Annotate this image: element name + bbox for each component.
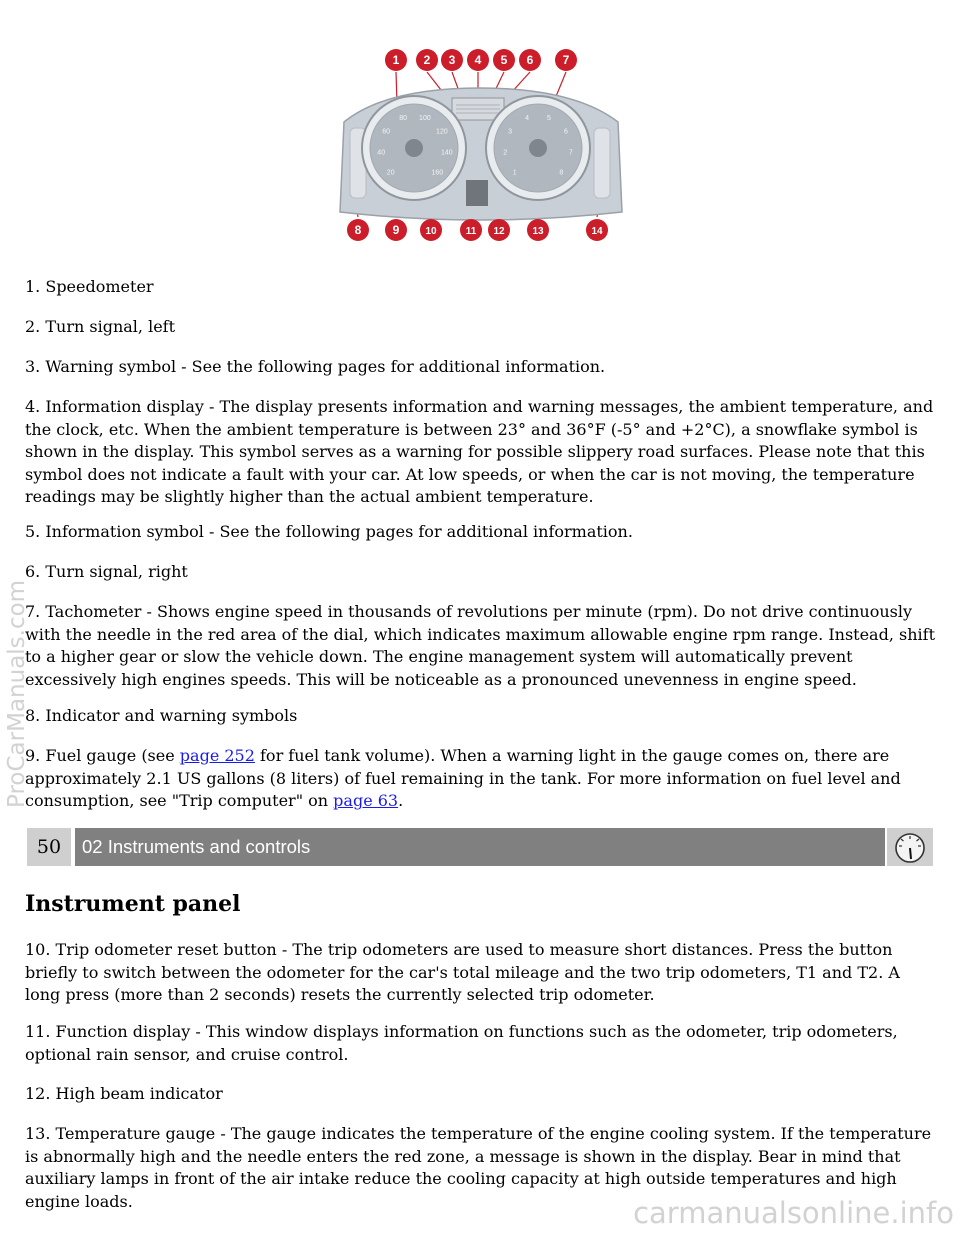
section-header-bar: [27, 828, 933, 866]
item-7-tachometer: 7. Tachometer - Shows engine speed in thousands of revolutions per minute (rpm). Do not drive continuously with the needle in the red area of the dial, which indicates maximum allowable engine rpm range. Instead, shift to a higher gear or slow the vehicle down. The engine management system will automatically prevent excessively high engines speeds. This will be noticeable as a pronounced unevenness in engine speed.: [25, 602, 935, 689]
tachometer-tick-5: 5: [546, 114, 551, 122]
callout-11: [460, 219, 482, 241]
tachometer-tick-2: 2: [503, 149, 508, 157]
page-63-link[interactable]: page 63: [333, 791, 399, 811]
svg-text:10: 10: [425, 226, 437, 237]
callout-4: [467, 49, 489, 71]
callout-9: [385, 219, 407, 241]
callout-1: [385, 49, 407, 71]
svg-text:2: 2: [423, 53, 431, 67]
tachometer-tick-1: 1: [512, 169, 517, 177]
item-9-fuel-gauge: 9. Fuel gauge (see page 252 for fuel tank volume). When a warning light in the gauge comes on, there are approximately 2.1 US gallons (8 liters) of fuel remaining in the tank. For more information on fuel level and consumption, see "Trip computer" on page 63.: [25, 746, 901, 811]
svg-text:5: 5: [500, 53, 508, 67]
svg-text:3: 3: [448, 53, 456, 67]
speedometer-tick-80: 80: [399, 114, 407, 122]
speedometer-tick-20: 20: [386, 169, 395, 177]
item-12-high-beam: 12. High beam indicator: [25, 1084, 223, 1103]
item-2-turn-signal-left: 2. Turn signal, left: [25, 317, 176, 336]
item-1-speedometer: 1. Speedometer: [25, 277, 154, 296]
page-252-link[interactable]: page 252: [179, 746, 255, 765]
item-5-information-symbol: 5. Information symbol - See the following pages for additional information.: [25, 522, 633, 541]
svg-text:14: 14: [591, 226, 603, 237]
callout-5: [493, 49, 515, 71]
callout-12: [488, 219, 510, 241]
item-4-information-display: 4. Information display - The display presents information and warning messages, the ambient temperature, and the clock, etc. When the ambient temperature is between 23° and 36°F (-5° and +2°C), a snowflake symbol is shown in the display. This symbol serves as a warning for possible slippery road surfaces. Please note that this symbol does not indicate a fault with your car. At low speeds, or when the car is not moving, the temperature readings may be slightly higher than the actual ambient temperature.: [25, 397, 934, 507]
callout-6: [519, 49, 541, 71]
item-3-warning-symbol: 3. Warning symbol - See the following pages for additional information.: [25, 357, 606, 376]
chapter-title: 02 Instruments and controls: [75, 828, 885, 866]
item-11-function-display: 11. Function display - This window displays information on functions such as the odometer, trip odometers, optional rain sensor, and cruise control.: [25, 1022, 898, 1064]
svg-text:4: 4: [474, 53, 482, 67]
speedometer-tick-120: 120: [436, 128, 448, 136]
gauge-icon: [887, 828, 933, 866]
speedometer-tick-160: 160: [431, 169, 444, 177]
tachometer-tick-8: 8: [559, 169, 564, 177]
speedometer-tick-100: 100: [419, 114, 431, 122]
callout-8: [347, 219, 369, 241]
item-10-trip-reset: 10. Trip odometer reset button - The trip odometers are used to measure short distances. Press the button briefly to switch between the odometer for the car's total mileage and the two trip odometers, T1 and T2. A long press (more than 2 seconds) resets the currently selected trip odometer.: [25, 940, 900, 1005]
speedometer-tick-60: 60: [382, 128, 390, 136]
speedometer-tick-140: 140: [440, 149, 453, 157]
tachometer-tick-3: 3: [508, 128, 513, 136]
svg-text:11: 11: [465, 226, 477, 237]
svg-text:1: 1: [392, 53, 400, 67]
item-13-temperature-gauge: 13. Temperature gauge - The gauge indicates the temperature of the engine cooling system. If the temperature is abnormally high and the needle enters the red zone, a message is shown in the display. Bear in mind that auxiliary lamps in front of the air intake reduce the cooling capacity at high outside temperatures and high engine loads.: [25, 1124, 932, 1211]
item-8-indicator-symbols: 8. Indicator and warning symbols: [25, 706, 298, 725]
callout-10: [420, 219, 442, 241]
svg-text:8: 8: [354, 223, 362, 237]
svg-text:7: 7: [562, 53, 570, 67]
callout-13: [527, 219, 549, 241]
footer-watermark: carmanualsonline.info: [633, 1196, 954, 1230]
item-6-turn-signal-right: 6. Turn signal, right: [25, 562, 188, 581]
callout-14: [586, 219, 608, 241]
svg-text:12: 12: [493, 226, 505, 237]
svg-text:13: 13: [532, 226, 544, 237]
page-number: 50: [27, 828, 71, 866]
tachometer-tick-4: 4: [525, 114, 530, 122]
speedometer-tick-40: 40: [377, 149, 386, 157]
callout-2: [416, 49, 438, 71]
svg-text:6: 6: [526, 53, 534, 67]
instrument-panel-illustration: [316, 42, 644, 250]
page-heading: Instrument panel: [25, 891, 241, 917]
callout-7: [555, 49, 577, 71]
tachometer-tick-7: 7: [568, 149, 573, 157]
svg-text:9: 9: [392, 223, 400, 237]
callout-3: [441, 49, 463, 71]
tachometer-tick-6: 6: [563, 128, 568, 136]
